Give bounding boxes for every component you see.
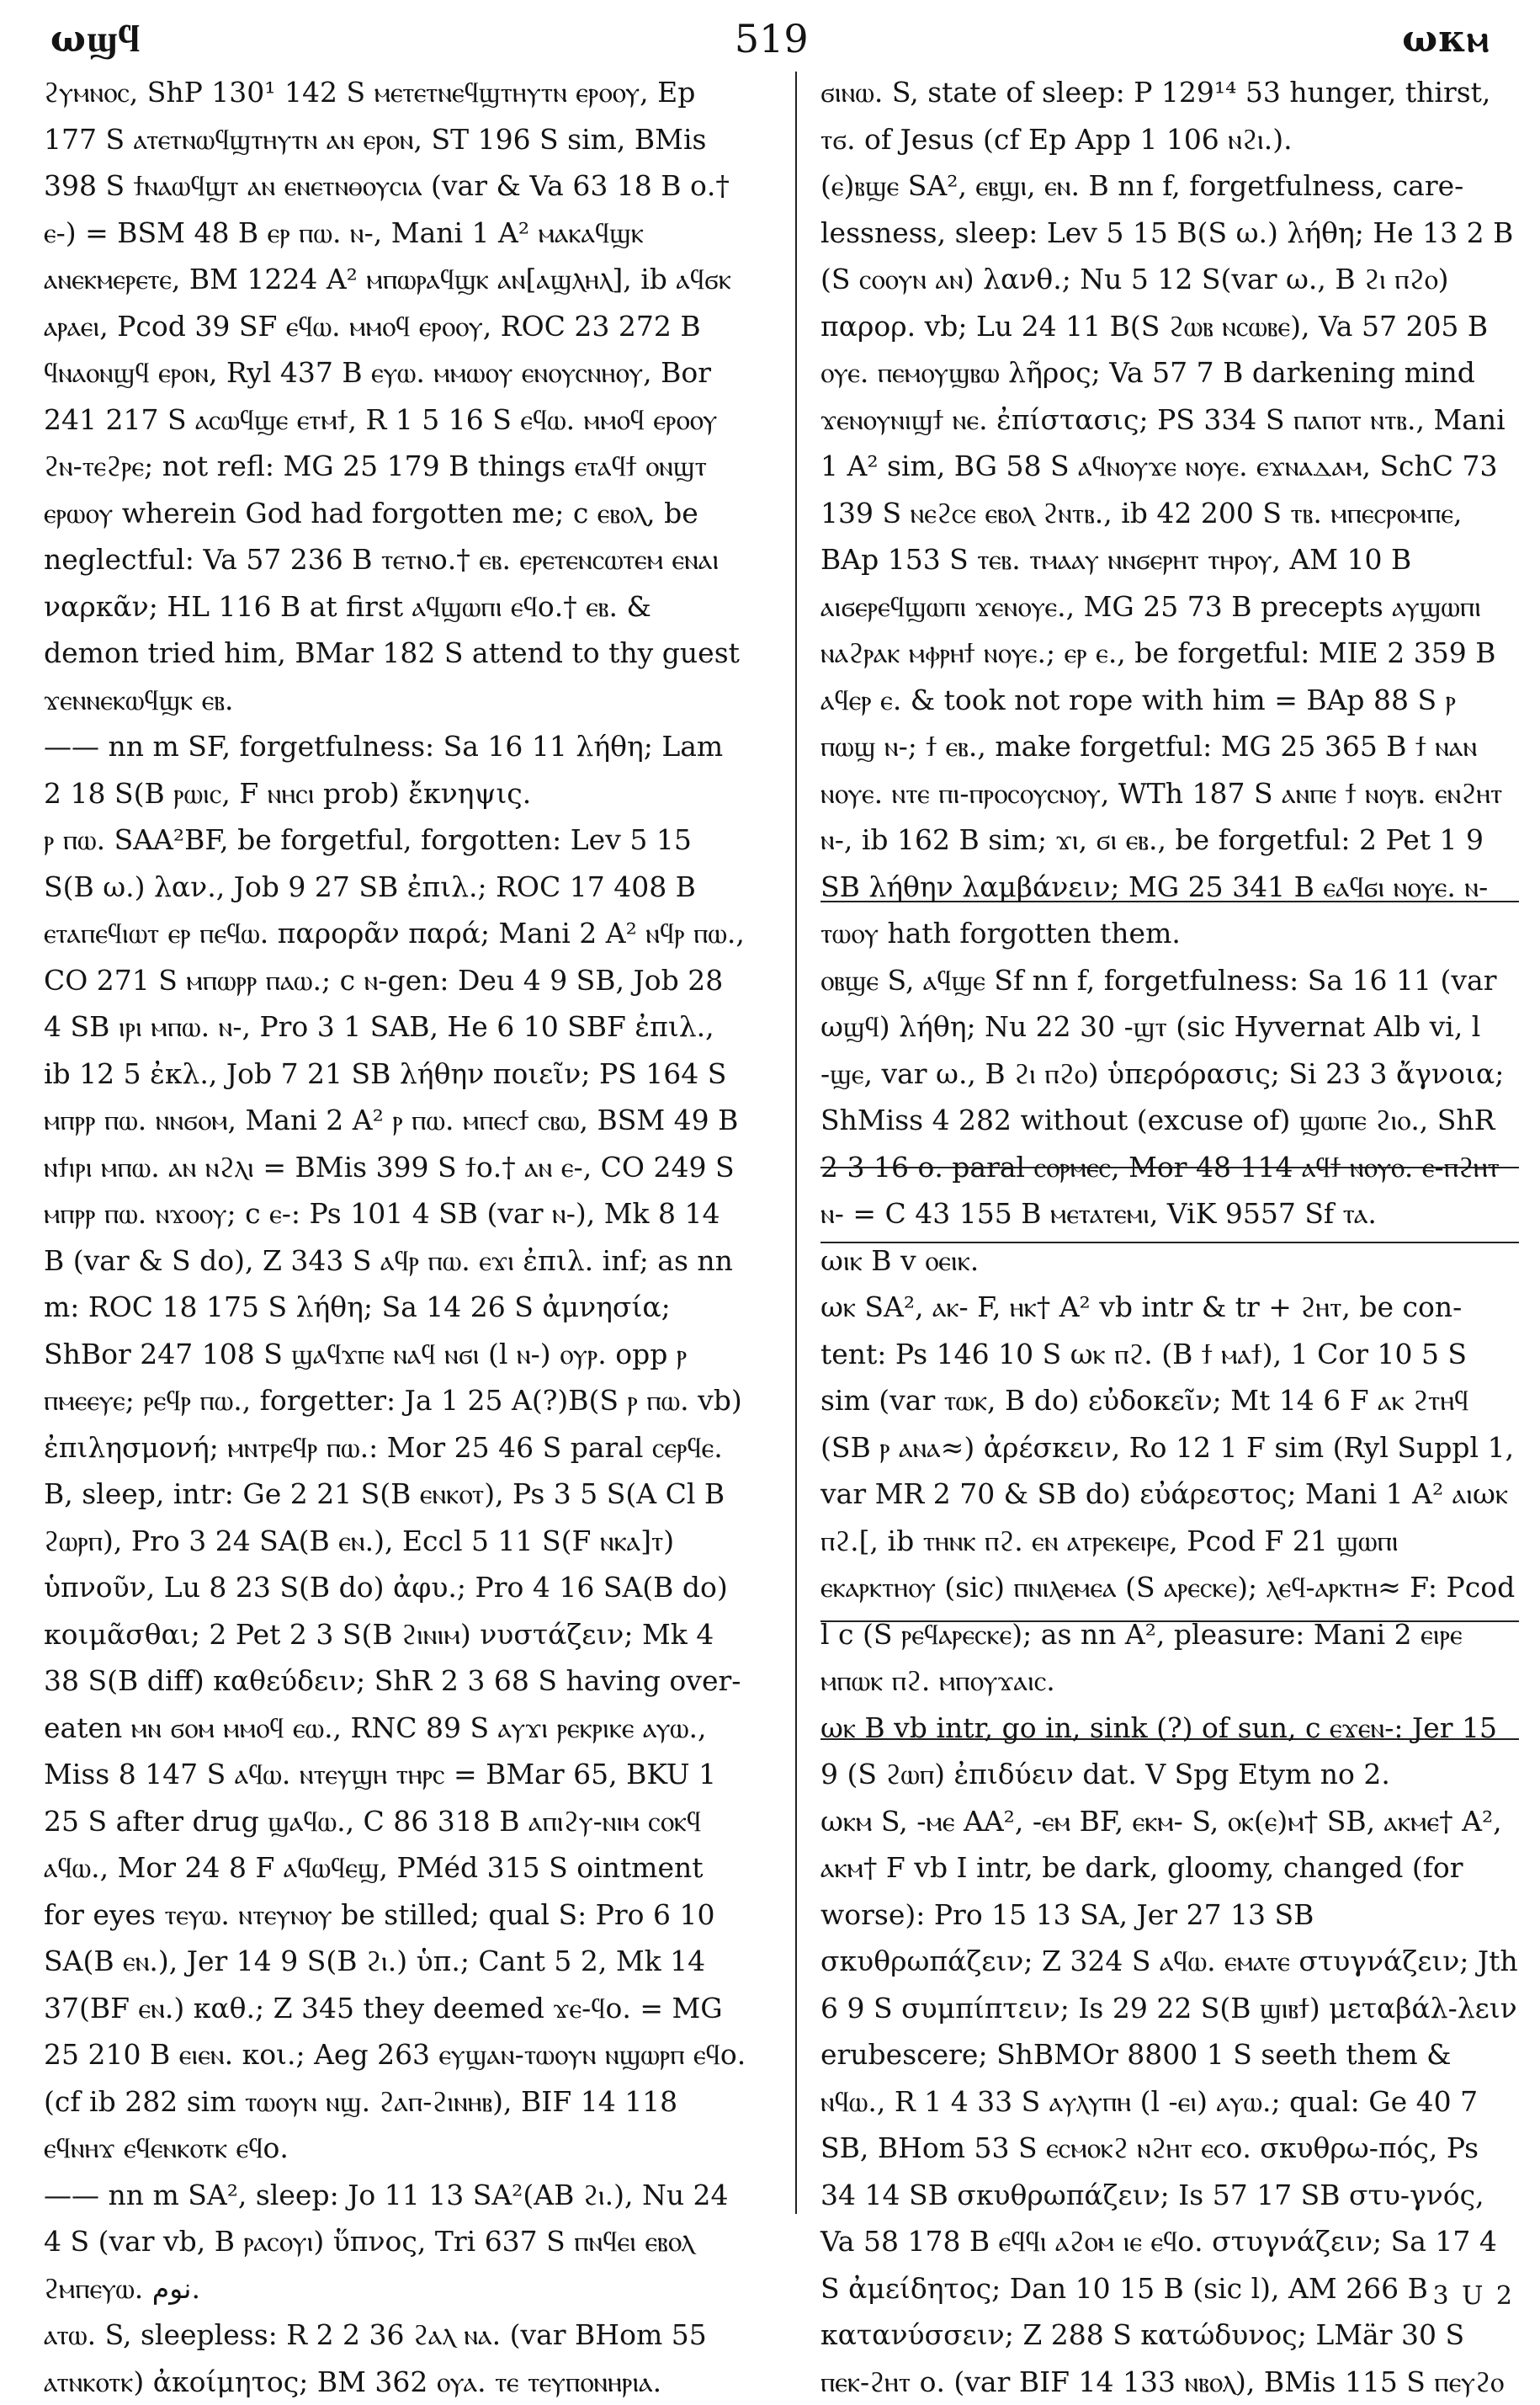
right-column — [820, 69, 1519, 2405]
entry-paragraph: B, sleep, intr: Ge 2 21 S(B ⲉⲛⲕⲟⲧ), Ps 3 5 S(A Cl B ϩⲱⲣⲡ), Pro 3 24 SA(B ⲉⲛ.), Eccl 5 11 S(F ⲛⲕⲁ]ⲧ) ὑπνοῦν, Lu 8 23 S(B do) ἀφυ.; Pro 4 16 SA(B do) κοιμᾶσθαι; 2 Pet 2 3 S(B ϩⲓⲛⲓⲙ) νυστάζειν; Mk 4 38 S(B diff) καθεύδειν; ShR 2 3 68 S having over-eaten ⲙⲛ ϭⲟⲙ ⲙⲙⲟϥ ⲉⲱ., RNC 89 S ⲁⲩϫⲓ ⲣⲉⲕⲣⲓⲕⲉ ⲁⲩⲱ., Miss 8 147 S ⲁϥⲱ. ⲛⲧⲉⲩϣⲏ ⲧⲏⲣⲥ = BMar 65, BKU 1 25 S after drug ϣⲁϥⲱ., C 86 318 B ⲁⲡⲓϩⲩ-ⲛⲓⲙ ⲥⲟⲕϥ ⲁϥⲱ., Mor 24 8 F ⲁϥⲱϥⲉϣ, PMéd 315 S ointment for eyes ⲧⲉⲩⲱ. ⲛⲧⲉⲩⲛⲟⲩ be stilled; qual S: Pro 6 10 SA(B ⲉⲛ.), Jer 14 9 S(B ϩⲓ.) ὑπ.; Cant 5 2, Mk 14 37(BF ⲉⲛ.) καθ.; Z 345 they deemed ϫⲉ-ϥο. = MG 25 210 B ⲉⲓⲉⲛ. κοι.; Aeg 263 ⲉⲩϣⲁⲛ-ⲧⲱⲟⲩⲛ ⲛϣⲱⲣⲡ ⲉϥο. (cf ib 282 sim ⲧⲱⲟⲩⲛ ⲛϣ. ϩⲁⲡ-ϩⲓⲛⲏⲃ), BIF 14 118 ⲉϥⲛⲏϫ ⲉϥⲉⲛⲕⲟⲧⲕ ⲉϥο. — [44, 1471, 746, 2172]
right-running-headword: ωκⲙ — [1402, 18, 1490, 61]
entry-paragraph: ⲁⲧⲱ. S, sleepless: R 2 2 36 ϩⲁⲗ ⲛⲁ. (var BHom 55 ⲁⲧⲛⲕⲟⲧⲕ) ἀκοίμητος; BM 362 ⲟⲩⲁ. ⲧⲉ ⲧⲉⲩⲡⲟⲛⲏⲣⲓⲁ. — [44, 2312, 746, 2405]
entry-paragraph: ϩⲩⲙⲛⲟⲥ, ShP 130¹ 142 S ⲙⲉⲧⲉⲧⲛⲉϥϣⲧⲏⲩⲧⲛ ⲉⲣⲟⲟⲩ, Ep 177 S ⲁⲧⲉⲧⲛⲱϥϣⲧⲏⲩⲧⲛ ⲁⲛ ⲉⲣⲟⲛ, ST 196 S sim, BMis 398 S ϯⲛⲁⲱϥϣⲧ ⲁⲛ ⲉⲛⲉⲧⲛⲑⲟⲩⲥⲓⲁ (var & Va 63 18 B ο.† ⲉ-) = BSM 48 B ⲉⲣ ⲡⲱ. ⲛ-, Mani 1 A² ⲙⲁⲕⲁϥϣⲕ ⲁⲛⲉⲕⲙⲉⲣⲉⲧⲉ, BM 1224 A² ⲙⲡⲱⲣⲁϥϣⲕ ⲁⲛ[ⲁϣⲗⲏⲗ], ib ⲁϥϭⲕ ⲁⲣⲁⲉⲓ, Pcod 39 SF ⲉϥⲱ. ⲙⲙⲟϥ ⲉⲣⲟⲟⲩ, ROC 23 272 B ϥⲛⲁⲟⲛϣϥ ⲉⲣⲟⲛ, Ryl 437 B ⲉⲩⲱ. ⲙⲙⲱⲟⲩ ⲉⲛⲟⲩⲥⲛⲏⲟⲩ, Bor 241 217 S ⲁⲥⲱϥϣⲉ ⲉⲧⲙϯ, R 1 5 16 S ⲉϥⲱ. ⲙⲙⲟϥ ⲉⲣⲟⲟⲩ ϩⲛ-ⲧⲉϩⲣⲉ; not refl: MG 25 179 B things ⲉⲧⲁϥϯ ⲟⲛϣⲧ ⲉⲣⲱⲟⲩ wherein God had forgotten me; c ⲉⲃⲟⲗ, be neglectful: Va 57 236 B ⲧⲉⲧⲛο.† ⲉⲃ. ⲉⲣⲉⲧⲉⲛⲥⲱⲧⲉⲙ ⲉⲛⲁⲓ ναρκᾶν; HL 116 B at first ⲁϥϣⲱⲡⲓ ⲉϥο.† ⲉⲃ. & demon tried him, BMar 182 S attend to thy guest ϫⲉⲛⲛⲉⲕⲱϥϣⲕ ⲉⲃ. — [44, 69, 746, 723]
page-header — [50, 19, 1490, 59]
page-number: 519 — [735, 16, 809, 61]
entry-paragraph: ⲟⲃϣⲉ S, ⲁϥϣⲉ Sf nn f, forgetfulness: Sa 16 11 (var ωϣϥ) λήθη; Nu 22 30 -ϣⲧ (sic Hyvernat Alb vi, l -ϣⲉ, var ω., B ϩⲓ ⲡϩⲟ) ὑπερόρασις; Si 23 3 ἄγνοια; ShMiss 4 282 without (excuse of) ϣⲱⲡⲉ ϩⲓⲟ., ShR 2 3 16 ο. paral ⲥⲟⲣⲙⲉⲥ, Mor 48 114 ⲁϥϯ ⲛⲟⲩⲟ. ⲉ-ⲡϩⲏⲧ ⲛ- = C 43 155 B ⲙⲉⲧⲁⲧⲉⲙⲓ, ViK 9557 Sf ⲧⲁ. — [820, 957, 1519, 1237]
entry-paragraph: —— nn m SA², sleep: Jo 11 13 SA²(AB ϩⲓ.), Nu 24 4 S (var vb, B ⲣⲁⲥⲟⲩⲓ) ὕπνος, Tri 637 S ⲡⲛϥⲉⲓ ⲉⲃⲟⲗ ϩⲙⲡⲉⲩⲱ. نوم. — [44, 2172, 746, 2312]
signature-mark: 3 U 2 — [1432, 2281, 1515, 2311]
entry-paragraph: ωⲕ SA², ⲁⲕ- F, ⲏⲕ† A² vb intr & tr + ϩⲏⲧ, be con-tent: Ps 146 10 S ωⲕ ⲡϩ. (B ϯ ⲙⲁϯ), 1 Cor 10 5 S sim (var ⲧⲱⲕ, B do) εὐδοκεῖν; Mt 14 6 F ⲁⲕ ϩⲧⲏϥ (SB ⲣ ⲁⲛⲁ≈) ἀρέσκειν, Ro 12 1 F sim (Ryl Suppl 1, var MR 2 70 & SB do) εὐάρεστος; Mani 1 A² ⲁⲓωⲕ ⲡϩ.[, ib ⲧⲏⲛⲕ ⲡϩ. ⲉⲛ ⲁⲧⲣⲉⲕⲉⲓⲣⲉ, Pcod F 21 ϣⲱⲡⲓ ⲉⲕⲁⲣⲕⲧⲏⲟⲩ (sic) ⲡⲛⲓⲗⲉⲙⲉⲁ (S ⲁⲣⲉⲥⲕⲉ); ⲗⲉϥ-ⲁⲣⲕⲧⲏ≈ F: Pcod l c (S ⲣⲉϥⲁⲣⲉⲥⲕⲉ); as nn A², pleasure: Mani 2 ⲉⲓⲣⲉ ⲙⲡⲱⲕ ⲡϩ. ⲙⲡⲟⲩϫⲁⲓⲥ. — [820, 1284, 1519, 1705]
entry-paragraph: ϭⲓⲛⲱ. S, state of sleep: P 129¹⁴ 53 hunger, thirst, ⲧϭ. of Jesus (cf Ep App 1 106 ⲛϩⲓ.). — [820, 69, 1519, 162]
entry-paragraph: ωⲕⲙ S, -ⲙⲉ AA², -ⲉⲙ BF, ⲉⲕⲙ- S, ⲟⲕ(ⲉ)ⲙ† SB, ⲁⲕⲙⲉ† A², ⲁⲕⲙ† F vb I intr, be dark, gloomy, changed (for worse): Pro 15 13 SA, Jer 27 13 SB σκυθρωπάζειν; Z 324 S ⲁϥⲱ. ⲉⲙⲁⲧⲉ στυγνάζειν; Jth 6 9 S συμπίπτειν; Is 29 22 S(B ϣⲓⲃϯ) μεταβάλ-λειν erubescere; ShBMOr 8800 1 S seeth them & ⲛϥⲱ., R 1 4 33 S ⲁⲩⲗⲩⲡⲏ (l -ⲉⲓ) ⲁⲩⲱ.; qual: Ge 40 7 SB, BHom 53 S ⲉⲥⲙⲟⲕϩ ⲛϩⲏⲧ ⲉⲥο. σκυθρω-πός, Ps 34 14 SB σκυθρωπάζειν; Is 57 17 SB στυ-γνός, Va 58 178 B ⲉϥϥⲓ ⲁϩⲟⲙ ⲓⲉ ⲉϥο. στυγνάζειν; Sa 17 4 S ἀμείδητος; Dan 10 15 B (sic l), AM 266 B κατανύσσειν; Z 288 S κατώδυνος; LMär 30 S ⲡⲉⲕ-ϩⲏⲧ ο. (var BIF 14 133 ⲛⲃⲟⲗ), BMis 115 S ⲡⲉⲩϩⲟ — [820, 1798, 1519, 2405]
left-column — [44, 69, 746, 2405]
entry-paragraph: ωⲕ B vb intr, go in, sink (?) of sun, c ⲉϫⲉⲛ-: Jer 15 9 (S ϩⲱⲡ) ἐπιδύειν dat. V Spg Etym no 2. — [820, 1705, 1519, 1798]
column-divider — [795, 72, 797, 2214]
entry-paragraph: —— nn m SF, forgetfulness: Sa 16 11 λήθη; Lam 2 18 S(B ⲣⲱⲓⲥ, F ⲛⲏⲥⲓ prob) ἔκνηψις. — [44, 723, 746, 817]
entry-paragraph: (ⲉ)ⲃϣⲉ SA², ⲉⲃϣⲓ, ⲉⲛ. B nn f, forgetfulness, care-lessness, sleep: Lev 5 15 B(S ω.) λήθη; He 13 2 B (S ⲥⲟⲟⲩⲛ ⲁⲛ) λανθ.; Nu 5 12 S(var ω., B ϩⲓ ⲡϩⲟ) παρορ. vb; Lu 24 11 B(S ϩⲱⲃ ⲛⲥⲱⲃⲉ), Va 57 205 B ⲟⲩⲉ. ⲡⲉⲙⲟⲩϣⲃⲱ λῆρος; Va 57 7 B darkening mind ϫⲉⲛⲟⲩⲛⲓϣϯ ⲛⲉ. ἐπίστασις; PS 334 S ⲡⲁⲡⲟⲧ ⲛⲧⲃ., Mani 1 A² sim, BG 58 S ⲁϥⲛⲟⲩϫⲉ ⲛⲟⲩⲉ. ⲉϫⲛⲁⲇⲁⲙ, SchC 73 139 S ⲛⲉϩⲥⲉ ⲉⲃⲟⲗ ϩⲛⲧⲃ., ib 42 200 S ⲧⲃ. ⲙⲡⲉⲥⲣⲟⲙⲡⲉ, BAp 153 S ⲧⲉⲃ. ⲧⲙⲁⲁⲩ ⲛⲛϭⲉⲣⲏⲧ ⲧⲏⲣⲟⲩ, AM 10 B ⲁⲓϭⲉⲣⲉϥϣⲱⲡⲓ ϫⲉⲛⲟⲩⲉ., MG 25 73 B precepts ⲁⲩϣⲱⲡⲓ ⲛⲁϩⲣⲁⲕ ⲙⲫⲣⲏϯ ⲛⲟⲩⲉ.; ⲉⲣ ⲉ., be forgetful: MIE 2 359 B ⲁϥⲉⲣ ⲉ. & took not rope with him = BAp 88 S ⲣ ⲡⲱϣ ⲛ-; ϯ ⲉⲃ., make forgetful: MG 25 365 B ϯ ⲛⲁⲛ ⲛⲟⲩⲉ. ⲛⲧⲉ ⲡⲓ-ⲡⲣⲟⲥⲟⲩⲥⲛⲟⲩ, WTh 187 S ⲁⲛⲡⲉ ϯ ⲛⲟⲩⲃ. ⲉⲛϩⲏⲧ ⲛ-, ib 162 B sim; ϫⲓ, ϭⲓ ⲉⲃ., be forgetful: 2 Pet 1 9 SB λήθην λαμβάνειν; MG 25 341 B ⲉⲁϥϭⲓ ⲛⲟⲩⲉ. ⲛ-ⲧⲱⲟⲩ hath forgotten them. — [820, 162, 1519, 957]
entry-paragraph: ωⲓⲕ B v ⲟⲉⲓⲕ. — [820, 1237, 1519, 1285]
entry-paragraph: ⲣ ⲡⲱ. SAA²BF, be forgetful, forgotten: Lev 5 15 S(B ω.) λαν., Job 9 27 SB ἐπιλ.; ROC 17 408 B ⲉⲧⲁⲡⲉϥⲓⲱⲧ ⲉⲣ ⲡⲉϥⲱ. παρορᾶν παρά; Mani 2 A² ⲛϥⲣ ⲡⲱ., CO 271 S ⲙⲡⲱⲣⲣ ⲡⲁⲱ.; c ⲛ-gen: Deu 4 9 SB, Job 28 4 SB ⲓⲣⲓ ⲙⲡⲱ. ⲛ-, Pro 3 1 SAB, He 6 10 SBF ἐπιλ., ib 12 5 ἐκλ., Job 7 21 SB λήθην ποιεῖν; PS 164 S ⲙⲡⲣⲣ ⲡⲱ. ⲛⲛϭⲟⲙ, Mani 2 A² ⲣ ⲡⲱ. ⲙⲡⲉⲥϯ ⲥⲃⲱ, BSM 49 B ⲛϯⲓⲣⲓ ⲙⲡⲱ. ⲁⲛ ⲛϩⲗⲓ = BMis 399 S ϯο.† ⲁⲛ ⲉ-, CO 249 S ⲙⲡⲣⲣ ⲡⲱ. ⲛϫⲟⲟⲩ; c ⲉ-: Ps 101 4 SB (var ⲛ-), Mk 8 14 B (var & S do), Z 343 S ⲁϥⲣ ⲡⲱ. ⲉϫⲓ ἐπιλ. inf; as nn m: ROC 18 175 S λήθη; Sa 14 26 S ἀμνησία; ShBor 247 108 S ϣⲁϥϫⲡⲉ ⲛⲁϥ ⲛϭⲓ (l ⲛ-) ⲟⲩⲣ. opp ⲣ ⲡⲙⲉⲉⲩⲉ; ⲣⲉϥⲣ ⲡⲱ., forgetter: Ja 1 25 A(?)B(S ⲣ ⲡⲱ. vb) ἐπιλησμονή; ⲙⲛⲧⲣⲉϥⲣ ⲡⲱ.: Mor 25 46 S paral ⲥⲉⲣϥⲉ. — [44, 817, 746, 1471]
left-running-headword: ωϣϥ — [50, 18, 141, 61]
